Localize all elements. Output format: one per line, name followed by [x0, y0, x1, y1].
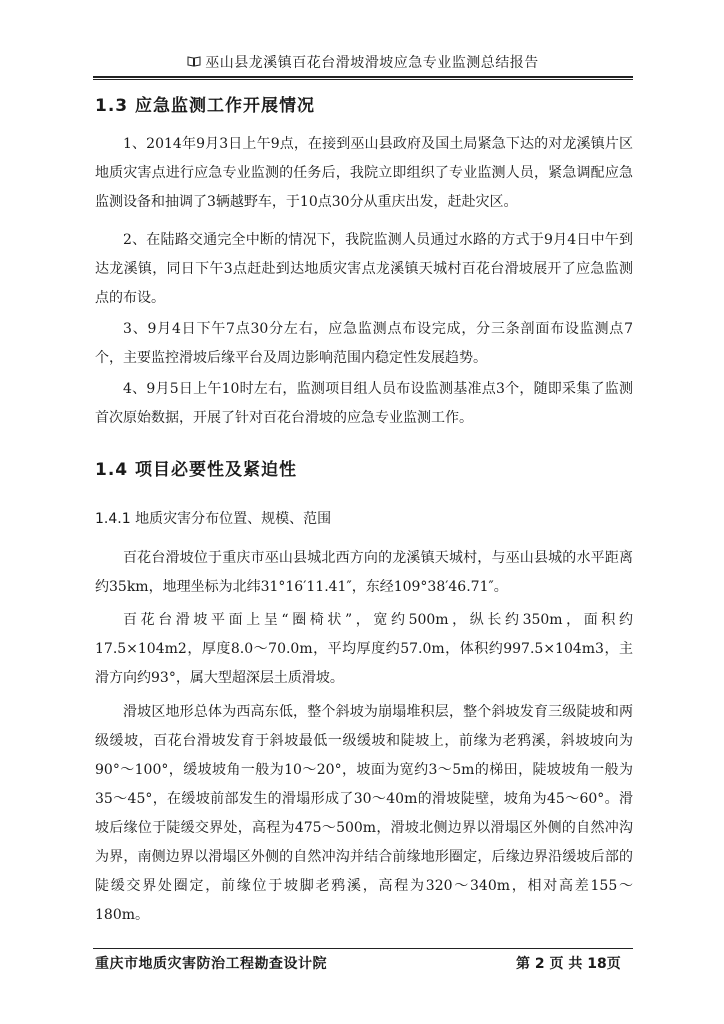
paragraph-1-4-3: 滑坡区地形总体为西高东低，整个斜坡为崩塌堆积层，整个斜坡发育三级陡坡和两级缓坡，百花台滑坡发育于斜坡最低一级缓坡和陡坡上，前缘为老鸦溪，斜坡坡向为90°～100°，缓坡坡角一般为10～20°，坡面为宽约3～5m的梯田，陡坡坡角一般为35～45°，在缓坡前部发生的滑塌形成了30～40m的滑坡陡壁，坡角为45～60°。滑坡后缘位于陡缓交界处，高程为475～500m，滑坡北侧边界以滑塌区外侧的自然冲沟为界，南侧边界以滑塌区外侧的自然冲沟并结合前缘地形圈定，后缘边界沿缓坡后部的陡缓交界处圈定，前缘位于坡脚老鸦溪，高程为320～340m，相对高差155～180m。 — [95, 704, 633, 923]
section-1-3-heading: 1.3 应急监测工作开展情况 — [95, 96, 316, 116]
header-rule — [93, 76, 633, 78]
paragraph-1-3-2: 2、在陆路交通完全中断的情况下，我院监测人员通过水路的方式于9月4日中午到达龙溪镇，同日下午3点赶赴到达地质灾害点龙溪镇天城村百花台滑坡展开了应急监测点的布设。 — [95, 232, 633, 306]
paragraph-1-3-3: 3、9月4日下午7点30分左右，应急监测点布设完成，分三条剖面布设监测点7个，主要监控滑坡后缘平台及周边影响范围内稳定性发展趋势。 — [95, 321, 633, 366]
page-number: 第 2 页 共 18页 — [516, 956, 621, 972]
page-header — [93, 52, 633, 76]
subsection-1-4-1-heading: 1.4.1 地质灾害分布位置、规模、范围 — [95, 511, 332, 527]
paragraph-1-3-1: 1、2014年9月3日上午9点，在接到巫山县政府及国土局紧急下达的对龙溪镇片区地质灾害点进行应急专业监测的任务后，我院立即组织了专业监测人员，紧急调配应急监测设备和抽调了3辆越野车，于10点30分从重庆出发，赶赴灾区。 — [95, 136, 633, 210]
header-rule-thin — [93, 79, 633, 80]
footer-rule — [93, 948, 633, 949]
section-1-4-heading: 1.4 项目必要性及紧迫性 — [95, 460, 298, 480]
paragraph-1-4-2: 百花台滑坡平面上呈“圈椅状”，宽约500m，纵长约350m，面积约17.5×104m2，厚度8.0～70.0m，平均厚度约57.0m，体积约997.5×104m3，主滑方向约93°，属大型超深层土质滑坡。 — [95, 612, 633, 686]
footer-organization: 重庆市地质灾害防治工程勘查设计院 — [95, 956, 327, 972]
book-icon — [187, 55, 201, 71]
paragraph-1-4-1: 百花台滑坡位于重庆市巫山县城北西方向的龙溪镇天城村，与巫山县城的水平距离约35km，地理坐标为北纬31°16′11.41″，东经109°38′46.71″。 — [95, 550, 633, 595]
paragraph-1-3-4: 4、9月5日上午10时左右，监测项目组人员布设监测基准点3个，随即采集了监测首次原始数据，开展了针对百花台滑坡的应急专业监测工作。 — [95, 381, 633, 426]
header-title: 巫山县龙溪镇百花台滑坡滑坡应急专业监测总结报告 — [205, 55, 539, 71]
